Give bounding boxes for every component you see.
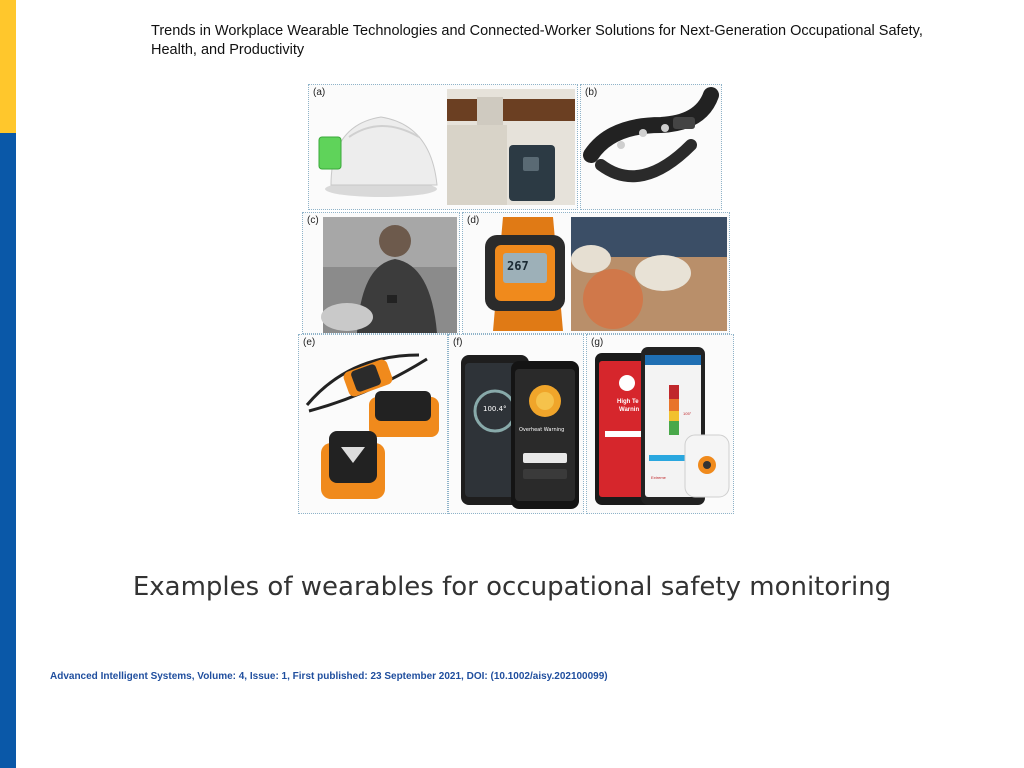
slide-title: Trends in Workplace Wearable Technologies and Connected-Worker Solutions for Next-Generation Occupational Safety, Health, and Productivity [151, 23, 923, 58]
panel-b [580, 84, 722, 210]
worker-illustration [303, 213, 459, 333]
phones-dark-ui-illustration [449, 335, 583, 513]
panel-label: (f) [453, 337, 463, 348]
accent-bar-blue [0, 133, 16, 768]
panel-d [462, 212, 730, 334]
panel-g [586, 334, 734, 514]
panel-label: (b) [585, 87, 598, 98]
panel-f [448, 334, 584, 514]
phone-g-value: 105° [683, 411, 692, 416]
phone-g-alert-line2: Warnin [619, 407, 640, 413]
panel-label: (e) [303, 337, 316, 348]
wearables-figure [298, 84, 734, 514]
smartwatch-illustration [463, 213, 729, 333]
panel-label: (d) [467, 215, 480, 226]
phone-g-status: Extreme [651, 475, 666, 480]
sensor-pods-illustration [299, 335, 447, 513]
hardhat-belt-illustration [309, 85, 577, 209]
phone-g-alert-line1: High Te [617, 399, 639, 405]
phone-f-reading: 100.4° [483, 405, 507, 413]
panel-label: (g) [591, 337, 604, 348]
watch-display: 267 [507, 259, 529, 273]
panel-a [308, 84, 578, 210]
panel-label: (c) [307, 215, 319, 226]
panel-c [302, 212, 460, 334]
panel-e [298, 334, 448, 514]
chest-band-illustration [581, 85, 721, 209]
panel-label: (a) [313, 87, 326, 98]
figure-caption: Examples of wearables for occupational safety monitoring [132, 572, 892, 602]
phones-red-ui-illustration [587, 335, 733, 513]
accent-bar-yellow [0, 0, 16, 133]
phone-f-alert: Overheat Warning [519, 427, 565, 433]
citation: Advanced Intelligent Systems, Volume: 4, Issue: 1, First published: 23 September 2021, DOI: (10.1002/aisy.202100099) [50, 671, 608, 682]
